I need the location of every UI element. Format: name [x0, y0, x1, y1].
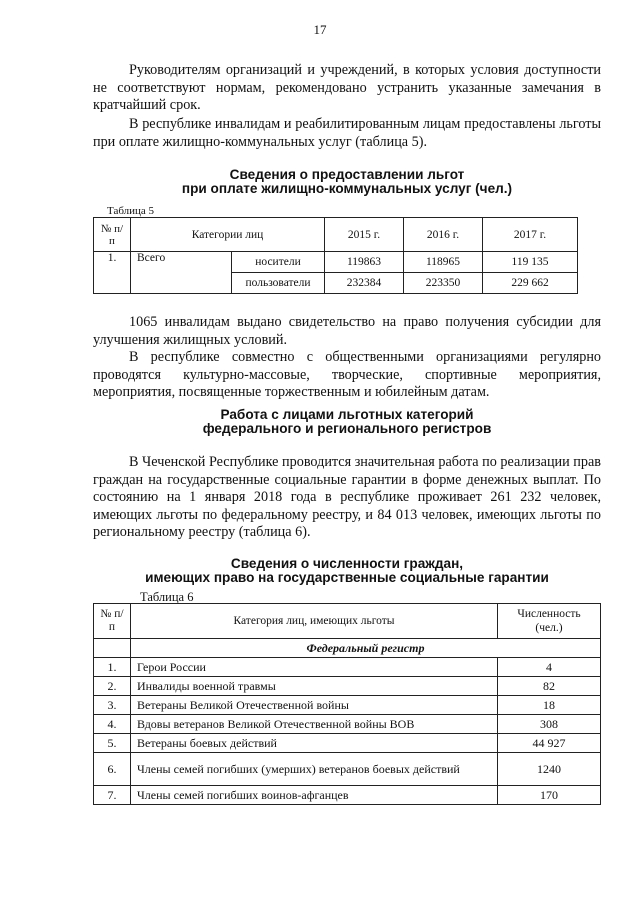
table6-cell-count: 170 [498, 786, 601, 805]
table-row [94, 696, 601, 715]
table6-cell-count: 82 [498, 677, 601, 696]
table6-cell-count: 308 [498, 715, 601, 734]
heading-line: Работа с лицами льготных категорий [220, 407, 474, 422]
table6-cell-category: Члены семей погибших воинов-афганцев [131, 786, 498, 805]
heading-line: Сведения о численности граждан, [230, 556, 464, 571]
table-row [94, 677, 601, 696]
paragraph-accessibility-remarks: Руководителям организаций и учреждений, в которых условия доступности не соответствуют нормам, рекомендовано устранить указанные замечания в кратчайший срок. [93, 62, 601, 113]
table6-caption: Таблица 6 [140, 590, 194, 604]
table5-header-num: № п/п [94, 218, 131, 252]
paragraph-housing-benefits: В республике инвалидам и реабилитированным лицам предоставлены льготы при оплате жилищно-коммунальных услуг (таблица 5). [93, 116, 601, 150]
table6-cell-count: 4 [498, 658, 601, 677]
table6-cell-category: Ветераны боевых действий [131, 734, 498, 753]
table6-header-count: Численность (чел.) [498, 604, 601, 639]
table-row [94, 658, 601, 677]
table6-cell-num: 1. [94, 658, 131, 677]
table6-header-num: № п/п [94, 604, 131, 639]
table6-cell-category: Вдовы ветеранов Великой Отечественной войны ВОВ [131, 715, 498, 734]
paragraph-subsidy: 1065 инвалидам выдано свидетельство на право получения субсидии для улучшения жилищных условий. [93, 314, 601, 348]
table5-cell-num: 1. [94, 252, 131, 294]
table-5 [93, 217, 578, 294]
table5-caption: Таблица 5 [107, 205, 155, 217]
table6-cell-num: 4. [94, 715, 131, 734]
table6-cell-count: 44 927 [498, 734, 601, 753]
paragraph-events: В республике совместно с общественными организациями регулярно проводятся культурно-массовые, творческие, спортивные мероприятия, мероприятия, посвященные торжественным и юбилейным датам. [93, 349, 601, 400]
table-row [94, 786, 601, 805]
table6-cell-category: Герои России [131, 658, 498, 677]
table6-cell-category: Члены семей погибших (умерших) ветеранов боевых действий [131, 753, 498, 786]
table5-cell-value: 232384 [325, 273, 404, 294]
page-number: 17 [313, 22, 327, 37]
table6-cell-category: Ветераны Великой Отечественной войны [131, 696, 498, 715]
table5-header-2015: 2015 г. [325, 218, 404, 252]
heading-line: при оплате жилищно-коммунальных услуг (чел.) [181, 181, 513, 196]
table6-cell-count: 18 [498, 696, 601, 715]
table5-cell-value: 229 662 [483, 273, 578, 294]
heading-privileged-categories [93, 408, 601, 436]
heading-line: федерального и регионального регистров [202, 421, 492, 436]
table6-cell-num: 7. [94, 786, 131, 805]
table6-cell-count: 1240 [498, 753, 601, 786]
table-row [94, 715, 601, 734]
table-row [94, 252, 578, 273]
heading-housing-benefits [93, 168, 601, 196]
table5-cell-category: Всего [131, 252, 232, 294]
table5-header-2016: 2016 г. [404, 218, 483, 252]
table6-cell-num: 6. [94, 753, 131, 786]
paragraph-social-guarantees: В Чеченской Республике проводится значительная работа по реализации прав граждан на государственные социальные гарантии в форме денежных выплат. По состоянию на 1 января 2018 года в республике проживает 261 232 человек, имеющих льготы по федеральному реестру, и 84 013 человек, имеющих льготы по региональному реестру (таблица 6). [93, 454, 601, 540]
table6-section-label: Федеральный регистр [131, 639, 601, 658]
table5-cell-value: 118965 [404, 252, 483, 273]
table5-cell-value: 119863 [325, 252, 404, 273]
table6-cell-num: 2. [94, 677, 131, 696]
table5-header-category: Категории лиц [131, 218, 325, 252]
heading-citizens-count [93, 557, 601, 585]
table6-header-category: Категория лиц, имеющих льготы [131, 604, 498, 639]
table5-header-2017: 2017 г. [483, 218, 578, 252]
table5-cell-sublabel: носители [232, 252, 325, 273]
heading-line: Сведения о предоставлении льгот [229, 167, 465, 182]
table-row [94, 734, 601, 753]
table6-cell-num: 3. [94, 696, 131, 715]
table5-cell-sublabel: пользователи [232, 273, 325, 294]
table-section-row [94, 639, 601, 658]
table6-cell-category: Инвалиды военной травмы [131, 677, 498, 696]
table5-cell-value: 223350 [404, 273, 483, 294]
table-6 [93, 603, 601, 805]
table6-cell-num: 5. [94, 734, 131, 753]
table-row [94, 753, 601, 786]
table5-cell-value: 119 135 [483, 252, 578, 273]
heading-line: имеющих право на государственные социальные гарантии [145, 570, 549, 585]
